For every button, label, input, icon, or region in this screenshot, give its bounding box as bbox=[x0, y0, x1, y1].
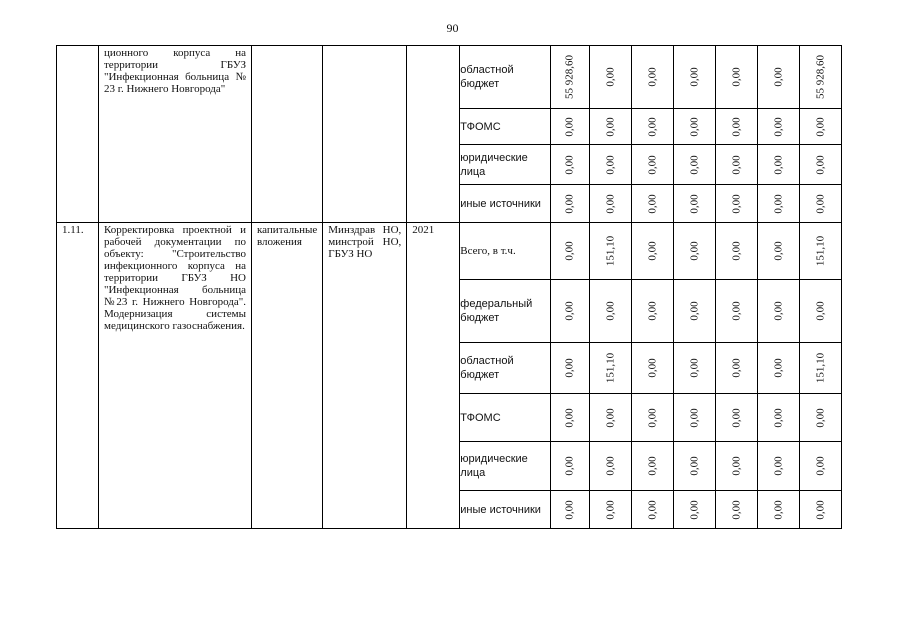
amount-value: 0,00 bbox=[688, 301, 701, 321]
amount-cell bbox=[551, 394, 590, 442]
amount-cell bbox=[716, 185, 758, 223]
amount-value: 0,00 bbox=[688, 407, 701, 428]
amount-value: 0,00 bbox=[730, 456, 743, 476]
row-number-cell bbox=[57, 46, 99, 223]
amount-value: 0,00 bbox=[688, 241, 701, 261]
amount-value: 0,00 bbox=[646, 407, 659, 428]
amount-value: 0,00 bbox=[814, 116, 827, 137]
amount-cell bbox=[590, 145, 632, 185]
amount-value: 0,00 bbox=[772, 499, 785, 520]
amount-cell bbox=[716, 145, 758, 185]
amount-cell bbox=[758, 109, 800, 145]
amount-value: 0,00 bbox=[646, 241, 659, 261]
amount-cell bbox=[716, 46, 758, 109]
amount-value: 0,00 bbox=[814, 193, 827, 214]
amount-value: 0,00 bbox=[688, 456, 701, 476]
amount-cell bbox=[590, 280, 632, 343]
amount-cell bbox=[674, 442, 716, 491]
amount-value: 0,00 bbox=[772, 67, 785, 87]
page-number: 90 bbox=[446, 21, 459, 35]
amount-value: 0,00 bbox=[563, 193, 576, 214]
amount-value: 0,00 bbox=[772, 301, 785, 321]
executor: Минздрав НО, минстрой НО, ГБУЗ НО bbox=[328, 224, 402, 260]
amount-value: 55 928,60 bbox=[563, 55, 576, 99]
amount-cell bbox=[590, 394, 632, 442]
amount-value: 0,00 bbox=[772, 456, 785, 476]
amount-value: 0,00 bbox=[688, 499, 701, 520]
funding-source-cell bbox=[460, 109, 551, 145]
amount-value: 151,10 bbox=[604, 352, 617, 384]
amount-cell bbox=[551, 46, 590, 109]
funding-source: областной бюджет bbox=[460, 355, 514, 381]
amount-value: 0,00 bbox=[563, 407, 576, 428]
amount-cell bbox=[632, 280, 674, 343]
measure-description: ционного корпуса на территории ГБУЗ "Инфекционная больница № 23 г. Нижнего Новгорода" bbox=[104, 47, 246, 95]
expense-type-cell bbox=[252, 46, 323, 223]
amount-cell bbox=[716, 394, 758, 442]
amount-cell bbox=[758, 343, 800, 394]
amount-value: 151,10 bbox=[814, 352, 827, 384]
amount-value: 0,00 bbox=[563, 358, 576, 378]
amount-cell bbox=[800, 145, 842, 185]
amount-cell bbox=[674, 46, 716, 109]
amount-value: 151,10 bbox=[814, 235, 827, 267]
amount-value: 0,00 bbox=[814, 456, 827, 476]
amount-cell bbox=[590, 491, 632, 529]
amount-value: 0,00 bbox=[604, 456, 617, 476]
executor-cell bbox=[323, 223, 407, 529]
amount-value: 0,00 bbox=[730, 67, 743, 87]
amount-cell bbox=[674, 394, 716, 442]
amount-value: 0,00 bbox=[604, 193, 617, 214]
amount-value: 0,00 bbox=[646, 154, 659, 175]
amount-cell bbox=[800, 223, 842, 280]
amount-value: 0,00 bbox=[772, 154, 785, 175]
amount-cell bbox=[632, 145, 674, 185]
amount-value: 0,00 bbox=[730, 154, 743, 175]
amount-value: 0,00 bbox=[646, 193, 659, 214]
amount-cell bbox=[551, 145, 590, 185]
amount-value: 0,00 bbox=[563, 116, 576, 137]
amount-cell bbox=[590, 185, 632, 223]
amount-value: 0,00 bbox=[730, 241, 743, 261]
amount-value: 0,00 bbox=[814, 407, 827, 428]
amount-value: 0,00 bbox=[563, 456, 576, 476]
amount-cell bbox=[674, 109, 716, 145]
amount-cell bbox=[674, 343, 716, 394]
amount-cell bbox=[674, 145, 716, 185]
amount-value: 0,00 bbox=[688, 116, 701, 137]
amount-cell bbox=[551, 491, 590, 529]
amount-value: 0,00 bbox=[563, 499, 576, 520]
funding-source: юридические лица bbox=[460, 453, 528, 479]
amount-cell bbox=[632, 491, 674, 529]
amount-value: 0,00 bbox=[688, 358, 701, 378]
amount-value: 0,00 bbox=[604, 67, 617, 87]
amount-value: 0,00 bbox=[730, 301, 743, 321]
funding-source-cell bbox=[460, 280, 551, 343]
amount-cell bbox=[800, 280, 842, 343]
funding-source-cell bbox=[460, 46, 551, 109]
funding-source: ТФОМС bbox=[460, 411, 501, 424]
amount-value: 0,00 bbox=[646, 301, 659, 321]
amount-cell bbox=[632, 185, 674, 223]
amount-cell bbox=[632, 394, 674, 442]
amount-cell bbox=[758, 280, 800, 343]
amount-cell bbox=[800, 394, 842, 442]
amount-cell bbox=[632, 442, 674, 491]
amount-value: 0,00 bbox=[604, 301, 617, 321]
funding-source-cell bbox=[460, 223, 551, 280]
amount-cell bbox=[800, 185, 842, 223]
amount-value: 0,00 bbox=[688, 193, 701, 214]
funding-source: иные источники bbox=[460, 197, 541, 210]
amount-cell bbox=[800, 491, 842, 529]
amount-value: 0,00 bbox=[772, 193, 785, 214]
year: 2021 bbox=[412, 224, 435, 236]
amount-value: 0,00 bbox=[646, 456, 659, 476]
executor-cell bbox=[323, 46, 407, 223]
amount-cell bbox=[551, 442, 590, 491]
amount-cell bbox=[632, 223, 674, 280]
funding-source-cell bbox=[460, 491, 551, 529]
amount-value: 0,00 bbox=[563, 301, 576, 321]
row-number-cell bbox=[57, 223, 99, 529]
amount-value: 0,00 bbox=[646, 358, 659, 378]
amount-value: 55 928,60 bbox=[814, 55, 827, 99]
funding-source: иные источники bbox=[460, 503, 541, 516]
amount-value: 0,00 bbox=[772, 241, 785, 261]
amount-cell bbox=[800, 343, 842, 394]
amount-cell bbox=[674, 185, 716, 223]
expense-type: капитальные вложения bbox=[257, 224, 318, 248]
amount-cell bbox=[758, 491, 800, 529]
funding-source-cell bbox=[460, 145, 551, 185]
funding-source-cell bbox=[460, 394, 551, 442]
amount-cell bbox=[551, 280, 590, 343]
amount-cell bbox=[590, 223, 632, 280]
amount-value: 0,00 bbox=[604, 116, 617, 137]
funding-source-cell bbox=[460, 442, 551, 491]
amount-value: 0,00 bbox=[814, 301, 827, 321]
amount-cell bbox=[551, 223, 590, 280]
amount-cell bbox=[590, 46, 632, 109]
amount-cell bbox=[716, 491, 758, 529]
amount-cell bbox=[716, 442, 758, 491]
amount-cell bbox=[758, 145, 800, 185]
amount-value: 0,00 bbox=[772, 358, 785, 378]
amount-cell bbox=[758, 185, 800, 223]
amount-cell bbox=[716, 223, 758, 280]
amount-cell bbox=[632, 109, 674, 145]
amount-cell bbox=[590, 343, 632, 394]
amount-cell bbox=[800, 46, 842, 109]
amount-value: 0,00 bbox=[730, 193, 743, 214]
amount-cell bbox=[590, 109, 632, 145]
amount-cell bbox=[551, 343, 590, 394]
funding-source: юридические лица bbox=[460, 151, 528, 178]
amount-cell bbox=[800, 442, 842, 491]
funding-source-cell bbox=[460, 343, 551, 394]
amount-value: 0,00 bbox=[604, 499, 617, 520]
amount-cell bbox=[716, 280, 758, 343]
amount-value: 0,00 bbox=[730, 499, 743, 520]
funding-source: Всего, в т.ч. bbox=[460, 245, 516, 257]
amount-cell bbox=[632, 343, 674, 394]
amount-cell bbox=[800, 109, 842, 145]
amount-cell bbox=[716, 343, 758, 394]
amount-value: 0,00 bbox=[772, 407, 785, 428]
amount-value: 0,00 bbox=[814, 499, 827, 520]
funding-source: ТФОМС bbox=[460, 120, 501, 133]
funding-table bbox=[56, 45, 842, 529]
amount-value: 0,00 bbox=[688, 154, 701, 175]
row-number: 1.11. bbox=[62, 224, 84, 236]
measure-description-cell bbox=[99, 46, 252, 223]
amount-value: 0,00 bbox=[772, 116, 785, 137]
amount-value: 0,00 bbox=[563, 241, 576, 261]
amount-cell bbox=[590, 442, 632, 491]
year-cell bbox=[407, 46, 460, 223]
amount-value: 0,00 bbox=[563, 154, 576, 175]
amount-value: 0,00 bbox=[604, 154, 617, 175]
measure-description-cell bbox=[99, 223, 252, 529]
amount-value: 0,00 bbox=[688, 67, 701, 87]
measure-description: Корректировка проектной и рабочей документации по объекту: "Строительство инфекционного корпуса на территории ГБУЗ НО "Инфекционная больница №23 г. Нижнего Новгорода". Модернизация системы медицинского газоснабжения. bbox=[104, 224, 246, 332]
amount-value: 0,00 bbox=[730, 407, 743, 428]
amount-value: 0,00 bbox=[814, 154, 827, 175]
amount-cell bbox=[674, 491, 716, 529]
amount-cell bbox=[674, 280, 716, 343]
amount-cell bbox=[758, 394, 800, 442]
amount-value: 0,00 bbox=[730, 358, 743, 378]
amount-cell bbox=[758, 442, 800, 491]
amount-cell bbox=[758, 46, 800, 109]
amount-cell bbox=[551, 109, 590, 145]
table-row bbox=[57, 223, 842, 280]
amount-value: 0,00 bbox=[646, 67, 659, 87]
expense-type-cell bbox=[252, 223, 323, 529]
amount-value: 151,10 bbox=[604, 235, 617, 267]
table-row bbox=[57, 46, 842, 109]
amount-cell bbox=[716, 109, 758, 145]
amount-value: 0,00 bbox=[730, 116, 743, 137]
amount-value: 0,00 bbox=[646, 116, 659, 137]
amount-cell bbox=[632, 46, 674, 109]
amount-value: 0,00 bbox=[604, 407, 617, 428]
amount-cell bbox=[551, 185, 590, 223]
funding-source: областной бюджет bbox=[460, 64, 514, 90]
funding-source-cell bbox=[460, 185, 551, 223]
amount-value: 0,00 bbox=[646, 499, 659, 520]
year-cell bbox=[407, 223, 460, 529]
amount-cell bbox=[674, 223, 716, 280]
funding-source: федеральный бюджет bbox=[460, 298, 533, 324]
amount-cell bbox=[758, 223, 800, 280]
